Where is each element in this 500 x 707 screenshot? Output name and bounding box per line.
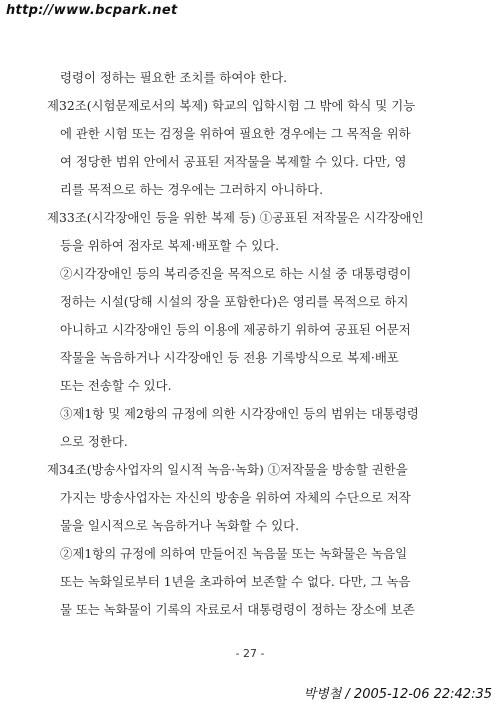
- footer-author-timestamp: 박병철 / 2005-12-06 22:42:35: [303, 687, 492, 702]
- text-line: 물을 일시적으로 녹음하거나 녹화할 수 있다.: [60, 518, 300, 533]
- text-line: 에 관한 시험 또는 검정을 위하여 필요한 경우에는 그 목적을 위하: [60, 126, 411, 141]
- text-line: 또는 전송할 수 있다.: [60, 378, 172, 393]
- text-line: 으로 정한다.: [60, 434, 128, 449]
- text-line: 작물을 녹음하거나 시각장애인 등 전용 기록방식으로 복제·배포: [60, 350, 399, 365]
- text-line: 리를 목적으로 하는 경우에는 그러하지 아니하다.: [60, 182, 324, 197]
- watermark-url: http://www.bcpark.net: [6, 3, 178, 18]
- text-line: 등을 위하여 점자로 복제·배포할 수 있다.: [60, 238, 280, 253]
- article-32-heading: 제32조(시험문제로서의 복제) 학교의 입학시험 그 밖에 학식 및 기능: [47, 98, 416, 113]
- page-number: - 27 -: [235, 647, 265, 660]
- article-34-heading: 제34조(방송사업자의 일시적 녹음·녹화) ①저작물을 방송할 권한을: [47, 462, 408, 477]
- text-line: 아니하고 시각장애인 등의 이용에 제공하기 위하여 공표된 어문저: [60, 322, 411, 337]
- text-line: 가지는 방송사업자는 자신의 방송을 위하여 자체의 수단으로 저작: [60, 490, 411, 505]
- text-line: 물 또는 녹화물이 기록의 자료로서 대통령령이 정하는 장소에 보존: [60, 602, 415, 617]
- text-line: 여 정당한 범위 안에서 공표된 저작물을 복제할 수 있다. 다만, 영: [60, 154, 407, 169]
- text-line: 령령이 정하는 필요한 조치를 하여야 한다.: [60, 70, 288, 85]
- text-line: 또는 녹화일로부터 1년을 초과하여 보존할 수 없다. 다만, 그 녹음: [60, 574, 411, 589]
- paragraph-start: ③제1항 및 제2항의 규정에 의한 시각장애인 등의 범위는 대통령령: [60, 406, 419, 421]
- text-line: 정하는 시설(당해 시설의 장을 포함한다)은 영리를 목적으로 하지: [60, 294, 409, 309]
- paragraph-start: ②시각장애인 등의 복리증진을 목적으로 하는 시설 중 대통령령이: [60, 266, 412, 281]
- paragraph-start: ②제1항의 규정에 의하여 만들어진 녹음물 또는 녹화물은 녹음일: [60, 546, 408, 561]
- article-33-heading: 제33조(시각장애인 등을 위한 복제 등) ①공표된 저작물은 시각장애인: [47, 210, 424, 225]
